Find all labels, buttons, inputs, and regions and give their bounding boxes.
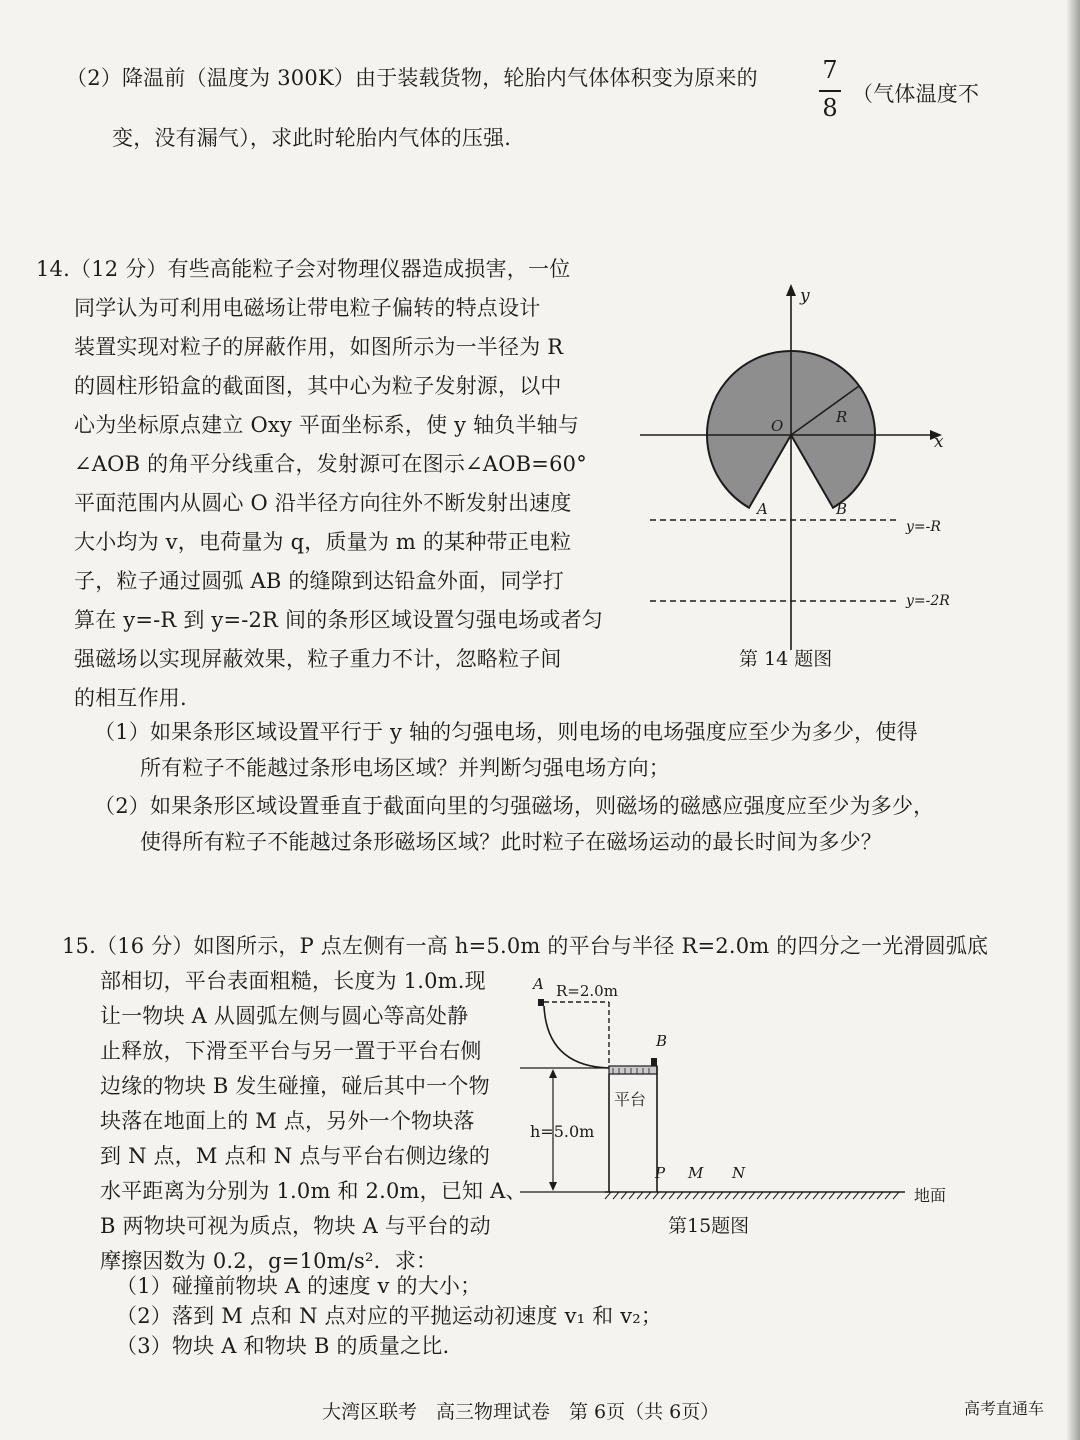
q14-stem-line: 装置实现对粒子的屏蔽作用，如图所示为一半径为 R bbox=[74, 335, 564, 359]
q14-stem-line: 14.（12 分）有些高能粒子会对物理仪器造成损害，一位 bbox=[36, 257, 571, 281]
q15-figure-caption: 第15题图 bbox=[668, 1215, 750, 1237]
platform-surface bbox=[609, 1066, 657, 1074]
point-a-label: A bbox=[757, 500, 768, 518]
fraction-denominator: 8 bbox=[822, 94, 838, 122]
q15-stem-line: B 两物块可视为质点，物块 A 与平台的动 bbox=[100, 1214, 491, 1238]
page-footer: 大湾区联考 高三物理试卷 第 6页（共 6页） bbox=[322, 1401, 720, 1423]
quarter-arc bbox=[544, 1006, 609, 1068]
block-b bbox=[651, 1058, 657, 1066]
q15-stem-line: 块落在地面上的 M 点，另外一个物块落 bbox=[100, 1109, 475, 1133]
q15-label-height: h=5.0m bbox=[530, 1122, 595, 1141]
y-axis-arrow-icon bbox=[786, 284, 796, 296]
q14-stem-line: 算在 y=-R 到 y=-2R 间的条形区域设置匀强电场或者匀 bbox=[74, 608, 603, 632]
corner-mark: 高考直通车 bbox=[964, 1399, 1045, 1418]
q14-stem-line: 子，粒子通过圆弧 AB 的缝隙到达铅盒外面，同学打 bbox=[74, 569, 564, 593]
height-arrow-down-icon bbox=[549, 1182, 557, 1191]
radius-label: R bbox=[836, 408, 848, 426]
height-arrow-up-icon bbox=[549, 1069, 557, 1078]
q15-label-radius: R=2.0m bbox=[556, 982, 618, 1000]
q14-figure-caption: 第 14 题图 bbox=[739, 648, 833, 670]
q14-sub2-line2: 使得所有粒子不能越过条形磁场区域？此时粒子在磁场运动的最长时间为多少？ bbox=[140, 830, 882, 854]
q15-stem-line: 止释放，下滑至平台与另一置于平台右侧 bbox=[100, 1039, 482, 1063]
q15-label-ground: 地面 bbox=[914, 1186, 947, 1205]
q15-label-m: M bbox=[688, 1164, 704, 1182]
q14-stem-line: 同学认为可利用电磁场让带电粒子偏转的特点设计 bbox=[74, 296, 541, 320]
fraction-numerator: 7 bbox=[822, 56, 838, 84]
q14-stem-line: 平面范围内从圆心 O 沿半径方向往外不断发射出速度 bbox=[74, 491, 572, 515]
q15-stem-line: 15.（16 分）如图所示，P 点左侧有一高 h=5.0m 的平台与半径 R=2.0m 的四分之一光滑圆弧底 bbox=[62, 934, 989, 958]
q15-sub1: （1）碰撞前物块 A 的速度 v 的大小； bbox=[116, 1274, 482, 1298]
q14-stem-line: 的相互作用. bbox=[74, 686, 187, 710]
q14-sub1-line2: 所有粒子不能越过条形电场区域？并判断匀强电场方向； bbox=[140, 756, 670, 780]
q14-stem-line: 的圆柱形铅盒的截面图，其中心为粒子发射源，以中 bbox=[74, 374, 562, 398]
q15-stem-line: 水平距离为分别为 1.0m 和 2.0m，已知 A、 bbox=[100, 1179, 527, 1203]
q13-part2-line1: （2）降温前（温度为 300K）由于装载货物，轮胎内气体体积变为原来的 bbox=[66, 66, 758, 90]
line-y-minus-2r-label: y=-2R bbox=[906, 593, 950, 609]
origin-label: O bbox=[771, 417, 784, 435]
q15-sub3: （3）物块 A 和物块 B 的质量之比. bbox=[116, 1334, 450, 1358]
q15-label-platform: 平台 bbox=[614, 1090, 647, 1109]
q14-sub2-line1: （2）如果条形区域设置垂直于截面向里的匀强磁场，则磁场的磁感应强度应至少为多少， bbox=[94, 794, 935, 818]
point-b-label: B bbox=[836, 500, 848, 518]
fraction-bar bbox=[819, 90, 841, 92]
q15-label-n: N bbox=[732, 1164, 746, 1182]
q15-stem-line: 摩擦因数为 0.2，g=10m/s²．求： bbox=[100, 1249, 438, 1273]
q15-stem-line: 边缘的物块 B 发生碰撞，碰后其中一个物 bbox=[100, 1074, 490, 1098]
axis-y-label: y bbox=[800, 286, 810, 306]
q14-stem-line: 大小均为 v，电荷量为 q，质量为 m 的某种带正电粒 bbox=[74, 530, 572, 554]
ground-hatch bbox=[605, 1192, 899, 1199]
q15-stem-line: 让一物块 A 从圆弧左侧与圆心等高处静 bbox=[100, 1004, 469, 1028]
q15-sub2: （2）落到 M 点和 N 点对应的平抛运动初速度 v₁ 和 v₂； bbox=[116, 1304, 663, 1328]
q13-part2-line1-end: （气体温度不 bbox=[852, 82, 980, 106]
q15-label-b: B bbox=[656, 1032, 668, 1050]
q13-part2-line2: 变，没有漏气），求此时轮胎内气体的压强. bbox=[112, 126, 512, 150]
q15-stem-line: 部相切，平台表面粗糙，长度为 1.0m.现 bbox=[100, 969, 486, 993]
axis-x-label: x bbox=[934, 432, 944, 452]
page-edge-shadow bbox=[1066, 0, 1080, 1440]
q15-label-a: A bbox=[533, 975, 544, 993]
q14-sub1-line1: （1）如果条形区域设置平行于 y 轴的匀强电场，则电场的电场强度应至少为多少，使得 bbox=[94, 720, 918, 744]
q15-stem-line: 到 N 点，M 点和 N 点与平台右侧边缘的 bbox=[100, 1144, 491, 1168]
q15-figure bbox=[515, 970, 915, 1215]
q14-stem-line: 强磁场以实现屏蔽效果，粒子重力不计，忽略粒子间 bbox=[74, 647, 562, 671]
q15-label-p: P bbox=[655, 1164, 666, 1182]
q14-stem-line: ∠AOB 的角平分线重合，发射源可在图示∠AOB=60° bbox=[74, 452, 587, 476]
block-a bbox=[538, 999, 544, 1006]
line-y-minus-r-label: y=-R bbox=[906, 519, 941, 535]
q14-stem-line: 心为坐标原点建立 Oxy 平面坐标系，使 y 轴负半轴与 bbox=[74, 413, 580, 437]
